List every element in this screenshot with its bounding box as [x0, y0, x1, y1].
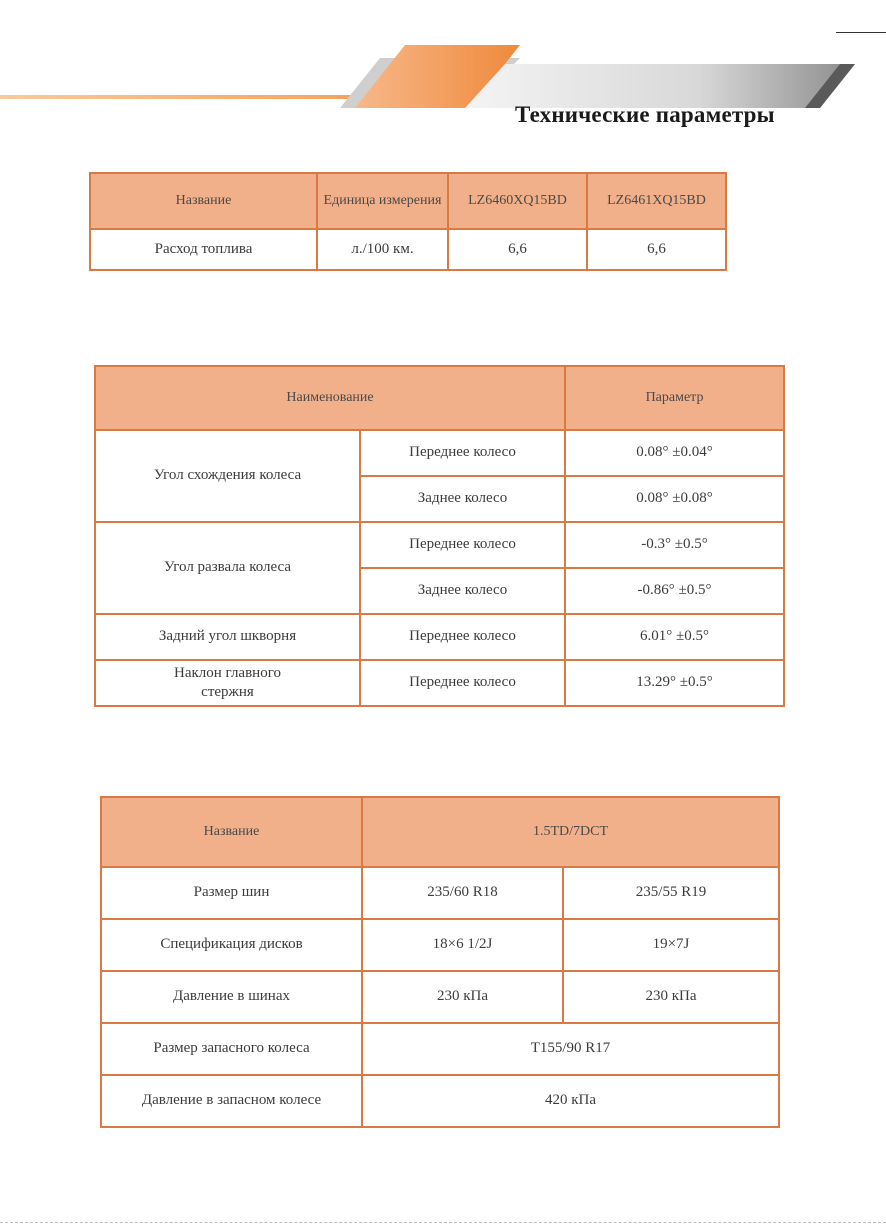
wheel-cell: Заднее колесо — [360, 568, 565, 614]
value-cell: -0.86° ±0.5° — [565, 568, 784, 614]
wheel-cell: Переднее колесо — [360, 660, 565, 706]
group-label: Угол схождения колеса — [95, 430, 360, 522]
row-label: Размер запасного колеса — [101, 1023, 362, 1075]
table-row — [90, 229, 726, 270]
table-row — [101, 1023, 779, 1075]
header-cell: Единица измерения — [317, 173, 448, 229]
table-row — [95, 430, 784, 476]
table-row — [95, 614, 784, 660]
wheel-cell: Заднее колесо — [360, 476, 565, 522]
table-row — [95, 522, 784, 568]
wheel-alignment-table — [94, 365, 785, 707]
bottom-rule — [0, 1222, 886, 1224]
value-cell: T155/90 R17 — [362, 1023, 779, 1075]
tire-spec-table — [100, 796, 780, 1128]
row-label: Расход топлива — [90, 229, 317, 270]
value-cell: 6.01° ±0.5° — [565, 614, 784, 660]
table-row — [101, 971, 779, 1023]
value-cell: -0.3° ±0.5° — [565, 522, 784, 568]
value-cell: 6,6 — [448, 229, 587, 270]
table-header-row — [101, 797, 779, 867]
group-label: Задний угол шкворня — [95, 614, 360, 660]
table-row — [101, 1075, 779, 1127]
header-cell: LZ6460XQ15BD — [448, 173, 587, 229]
header-cell: Наименование — [95, 366, 565, 430]
table-row — [101, 867, 779, 919]
row-label: Спецификация дисков — [101, 919, 362, 971]
value-cell: 19×7J — [563, 919, 779, 971]
header-cell: 1.5TD/7DCT — [362, 797, 779, 867]
header-cell: Название — [90, 173, 317, 229]
value-cell: 18×6 1/2J — [362, 919, 563, 971]
table-row — [95, 660, 784, 706]
top-rule — [836, 32, 886, 33]
table-header-row — [95, 366, 784, 430]
value-cell: 420 кПа — [362, 1075, 779, 1127]
page-title: Технические параметры — [515, 102, 775, 127]
value-cell: 0.08° ±0.04° — [565, 430, 784, 476]
value-cell: 230 кПа — [362, 971, 563, 1023]
section-header — [0, 40, 886, 127]
table-row — [101, 919, 779, 971]
value-cell: 235/60 R18 — [362, 867, 563, 919]
value-cell: 0.08° ±0.08° — [565, 476, 784, 522]
value-cell: 6,6 — [587, 229, 726, 270]
row-label: Размер шин — [101, 867, 362, 919]
value-cell: 13.29° ±0.5° — [565, 660, 784, 706]
value-cell: 230 кПа — [563, 971, 779, 1023]
wheel-cell: Переднее колесо — [360, 430, 565, 476]
header-cell: Название — [101, 797, 362, 867]
header-cell: LZ6461XQ15BD — [587, 173, 726, 229]
unit-cell: л./100 км. — [317, 229, 448, 270]
value-cell: 235/55 R19 — [563, 867, 779, 919]
group-label: Наклон главного стержня — [95, 660, 360, 706]
row-label: Давление в запасном колесе — [101, 1075, 362, 1127]
group-label: Угол развала колеса — [95, 522, 360, 614]
wheel-cell: Переднее колесо — [360, 522, 565, 568]
wheel-cell: Переднее колесо — [360, 614, 565, 660]
table-header-row — [90, 173, 726, 229]
row-label: Давление в шинах — [101, 971, 362, 1023]
fuel-consumption-table — [89, 172, 727, 271]
header-cell: Параметр — [565, 366, 784, 430]
